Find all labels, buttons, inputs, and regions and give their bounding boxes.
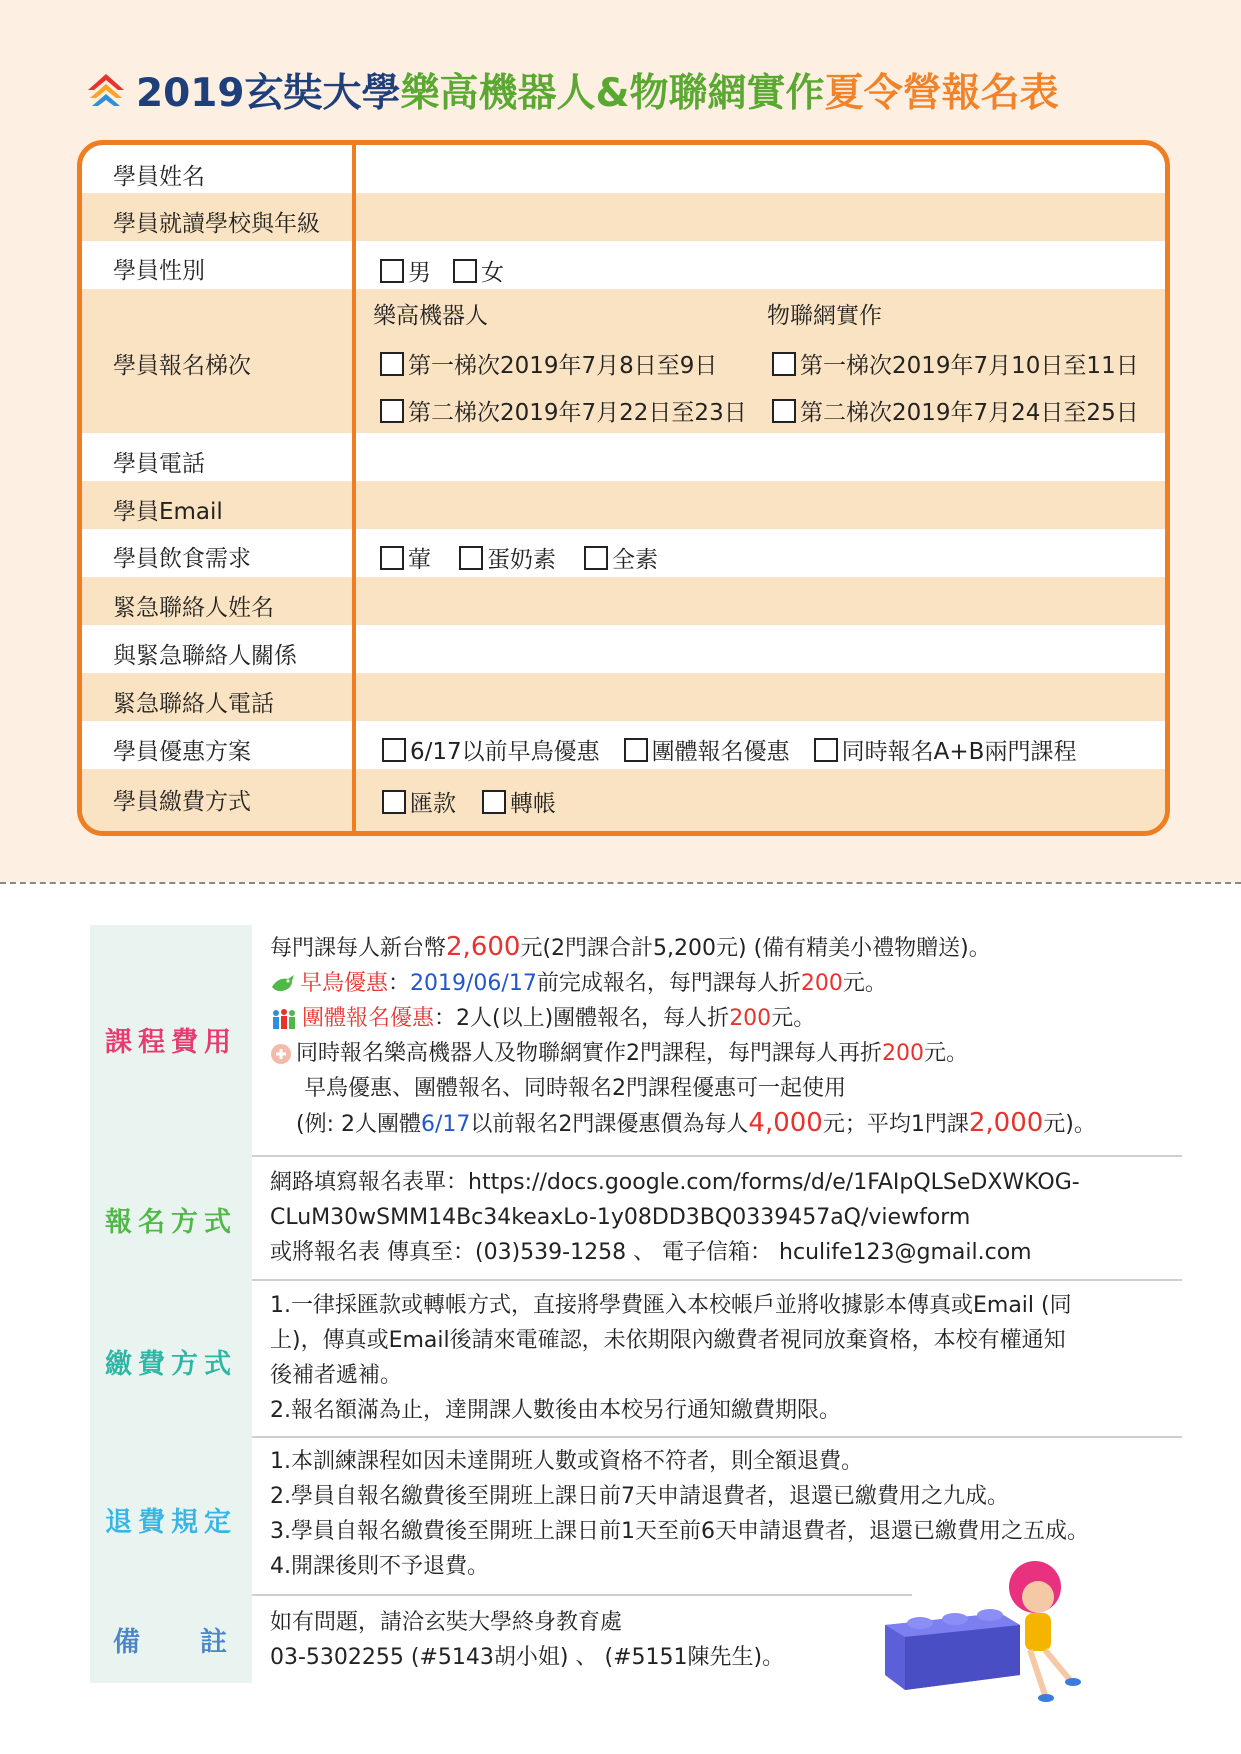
divider: [252, 1155, 1182, 1157]
divider: [252, 1436, 1182, 1438]
fees-label: 課程費用: [105, 1027, 237, 1058]
row-diet: [82, 529, 1165, 577]
emergency-relation-label: 與緊急聯絡人關係: [113, 643, 297, 669]
cut-line: [0, 882, 1241, 884]
course-a-session1-checkbox[interactable]: 第一梯次2019年7月8日至9日: [380, 347, 717, 380]
gender-label: 學員性別: [113, 258, 205, 284]
discount-group-checkbox[interactable]: 團體報名優惠: [624, 733, 790, 766]
session-label: 學員報名梯次: [113, 353, 251, 379]
title-school: 2019玄奘大學: [136, 71, 401, 116]
row-phone: [82, 433, 1165, 481]
row-school: [82, 193, 1165, 241]
group-icon: [270, 1008, 298, 1030]
course-a-heading: 樂高機器人: [373, 303, 488, 329]
signup-label: 報名方式: [105, 1207, 237, 1238]
diet-label: 學員飲食需求: [113, 546, 251, 572]
phone-label: 學員電話: [113, 451, 205, 477]
discount-early-checkbox[interactable]: 6/17以前早鳥優惠: [382, 733, 600, 766]
payment-text: 1.一律採匯款或轉帳方式，直接將學費匯入本校帳戶並將收據影本傳真或Email (同 上)，傳真或Email後請來電確認，未依期限內繳費者視同放棄資格，本校有權通知 後補者遞補。 2.報名額滿為止，達開課人數後由本校另行通知繳費期限。: [270, 1293, 1072, 1423]
payment-transfer-checkbox[interactable]: 轉帳: [482, 785, 556, 818]
row-session: [82, 289, 1165, 433]
page-title: [84, 60, 1059, 120]
course-b-session1-checkbox[interactable]: 第一梯次2019年7月10日至11日: [772, 347, 1139, 380]
emergency-name-label: 緊急聯絡人姓名: [113, 595, 274, 621]
refund-text: 1.本訓練課程如因未達開班人數或資格不符者，則全額退費。 2.學員自報名繳費後至開班上課日前7天申請退費者，退還已繳費用之九成。 3.學員自報名繳費後至開班上課日前1天至前6天申請退費者，退還已繳費用之五成。 4.開課後則不予退費。: [270, 1449, 1089, 1579]
row-emergency-relation: [82, 625, 1165, 673]
divider: [252, 1279, 1182, 1281]
fees-text: 每門課每人新台幣2,600元(2門課合計5,200元) (備有精美小禮物贈送)。 早鳥優惠：2019/06/17前完成報名，每門課每人折200元。 團體報名優惠：2人(以上)團體報名，每人折200元。 同時報名樂高機器人及物聯網實作2門課程，每門課每人再折200元。 早鳥優惠、團體報名、同時報名2門課程優惠可一起使用 (例: 2人團體6/17以前報名2門課優惠價為每人4,000元；平均1門課2,000元)。: [270, 932, 1096, 1138]
emergency-phone-label: 緊急聯絡人電話: [113, 691, 274, 717]
bird-icon: [270, 973, 296, 995]
divider: [252, 1594, 912, 1596]
discount-label: 學員優惠方案: [113, 739, 251, 765]
name-label: 學員姓名: [113, 164, 205, 190]
row-emergency-phone: [82, 673, 1165, 721]
row-name: [82, 145, 1165, 193]
course-b-heading: 物聯網實作: [767, 303, 882, 329]
row-discount: [82, 721, 1165, 769]
course-a-session2-checkbox[interactable]: 第二梯次2019年7月22日至23日: [380, 394, 747, 427]
title-course: 樂高機器人&物聯網實作: [400, 71, 825, 116]
payment-remit-checkbox[interactable]: 匯款: [382, 785, 456, 818]
row-email: [82, 481, 1165, 529]
payment-method-label: 繳費方式: [105, 1349, 237, 1380]
gender-female-checkbox[interactable]: 女: [453, 254, 504, 287]
diet-meat-checkbox[interactable]: 葷: [380, 541, 431, 574]
signup-text: 網路填寫報名表單：https://docs.google.com/forms/d/e/1FAIpQLSeDXWKOG- CLuM30wSMM14Bc34keaxLo-1y08DD3BQ0339457aQ/viewform 或將報名表 傳真至：(03)539-1258 、 電子信箱： hculife123@gmail.com: [270, 1170, 1080, 1265]
payment-label: 學員繳費方式: [113, 789, 251, 815]
refund-label: 退費規定: [105, 1507, 237, 1538]
course-b-session2-checkbox[interactable]: 第二梯次2019年7月24日至25日: [772, 394, 1139, 427]
discount-both-checkbox[interactable]: 同時報名A+B兩門課程: [814, 733, 1077, 766]
plus-circle-icon: [270, 1043, 292, 1065]
logo-icon: [84, 70, 128, 110]
form-divider: [352, 145, 356, 831]
remarks-text: 如有問題，請洽玄奘大學終身教育處 03-5302255 (#5143胡小姐) 、 (#5151陳先生)。: [270, 1610, 785, 1670]
gender-male-checkbox[interactable]: 男: [380, 254, 431, 287]
diet-ovo-lacto-checkbox[interactable]: 蛋奶素: [459, 541, 556, 574]
email-label: 學員Email: [113, 499, 223, 525]
row-gender: [82, 241, 1165, 289]
row-emergency-name: [82, 577, 1165, 625]
registration-form: [77, 140, 1170, 836]
school-label: 學員就讀學校與年級: [113, 211, 320, 237]
remarks-label: 備 註: [113, 1627, 229, 1658]
diet-vegan-checkbox[interactable]: 全素: [584, 541, 658, 574]
row-payment: [82, 769, 1165, 831]
title-form: 夏令營報名表: [824, 71, 1059, 116]
lego-girl-illustration: [880, 1555, 1100, 1715]
